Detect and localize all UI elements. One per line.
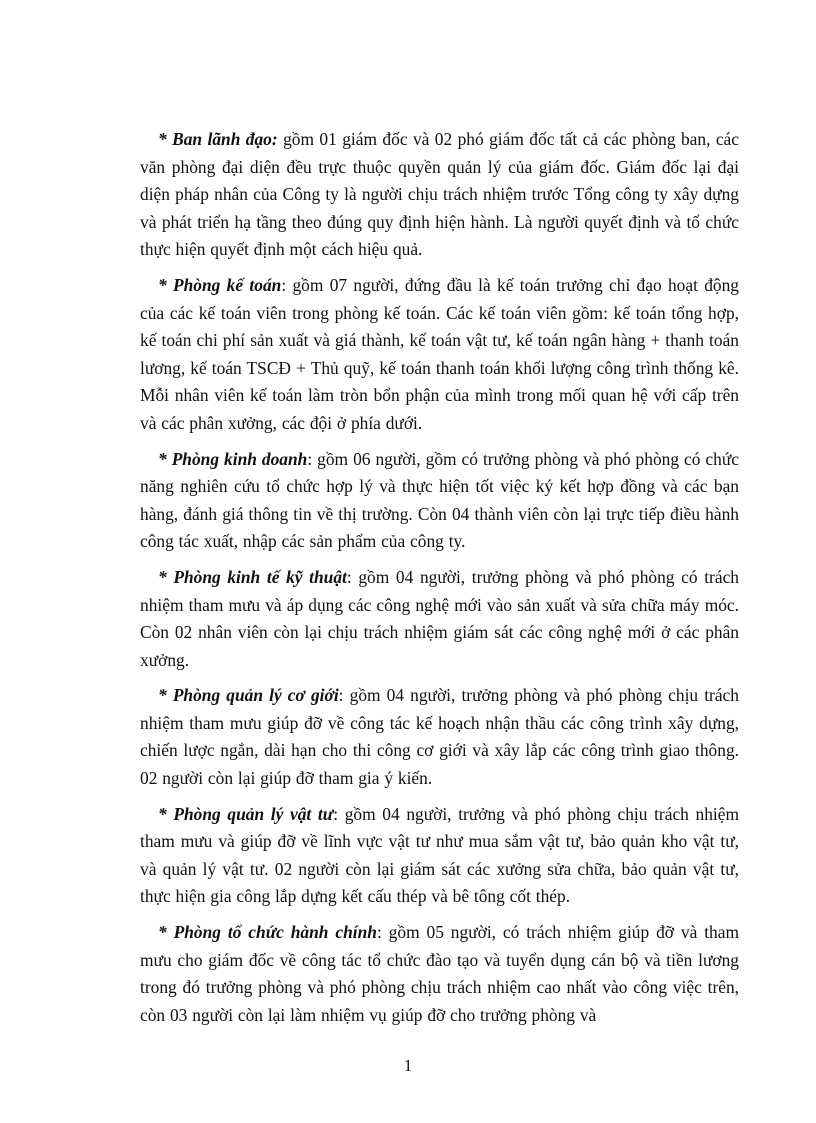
paragraph-heading: * Phòng quản lý vật tư [158,803,334,824]
paragraph-heading: * Phòng quản lý cơ giới [158,685,339,706]
paragraph-text: gồm 01 giám đốc và 02 phó giám đốc tất cả các phòng ban, các văn phòng đại diện đều trực thuộc quyền quản lý của giám đốc. Giám đốc lại đại diện pháp nhân của Công ty là người chịu trách nhiệm trước Tổng công ty xây dựng và phát triển hạ tầng theo đúng quy định hiện hành. Là người quyết định và tổ chức thực hiện quyết định một cách hiệu quả. [140,129,739,260]
paragraph-text: : gồm 04 người, trưởng và phó phòng chịu trách nhiệm tham mưu và giúp đỡ về lĩnh vực vật tư như mua sắm vật tư, bảo quản kho vật tư, và quản lý vật tư. 02 người còn lại giám sát các xưởng sửa chữa, bảo quản vật tư, thực hiện gia công lắp dựng kết cấu thép và bê tông cốt thép. [140,803,739,907]
paragraph-phong-quan-ly-co-gioi [140,682,739,792]
body-text [140,126,739,1037]
paragraph-ban-lanh-dao [140,126,739,264]
paragraph-text: : gồm 04 người, trưởng phòng và phó phòng chịu trách nhiệm tham mưu giúp đỡ về công tác kế hoạch nhận thầu các công trình xây dựng, chiến lược ngắn, dài hạn cho thi công cơ giới và xây lắp các công trình giao thông. 02 người còn lại giúp đỡ tham gia ý kiến. [140,685,739,789]
paragraph-heading: * Phòng kế toán [158,274,282,295]
paragraph-text: : gồm 06 người, gồm có trưởng phòng và phó phòng có chức năng nghiên cứu tổ chức hợp lý và thực hiện tốt việc ký kết hợp đồng và các bạn hàng, đánh giá thông tin về thị trường. Còn 04 thành viên còn lại trực tiếp điều hành công tác xuất, nhập các sản phẩm của công ty. [140,448,739,552]
paragraph-phong-quan-ly-vat-tu [140,801,739,911]
paragraph-heading: * Phòng kinh doanh [158,448,308,469]
paragraph-phong-to-chuc-hanh-chinh [140,919,739,1029]
paragraph-phong-ke-toan [140,272,739,438]
paragraph-phong-kinh-te-ky-thuat [140,564,739,674]
paragraph-phong-kinh-doanh [140,446,739,556]
paragraph-text: : gồm 07 người, đứng đầu là kế toán trưởng chỉ đạo hoạt động của các kế toán viên trong phòng kế toán. Các kế toán viên gồm: kế toán tổng hợp, kế toán chi phí sản xuất và giá thành, kế toán vật tư, kế toán ngân hàng + thanh toán lương, kế toán TSCĐ + Thủ quỹ, kế toán thanh toán khối lượng công trình thống kê. Mỗi nhân viên kế toán làm tròn bổn phận của mình trong mối quan hệ với cấp trên và các phân xưởng, các đội ở phía dưới. [140,274,739,433]
paragraph-text: : gồm 05 người, có trách nhiệm giúp đỡ và tham mưu cho giám đốc về công tác tổ chức đào tạo và tuyển dụng cán bộ và tiền lương trong đó trưởng phòng và phó phòng chịu trách nhiệm cao nhất vào công việc trên, còn 03 người còn lại làm nhiệm vụ giúp đỡ cho trưởng phòng và [140,922,739,1025]
paragraph-heading: * Phòng kinh tế kỹ thuật [158,566,347,587]
paragraph-text: : gồm 04 người, trưởng phòng và phó phòng có trách nhiệm tham mưu và áp dụng các công nghệ mới vào sản xuất và sửa chữa máy móc. Còn 02 nhân viên còn lại chịu trách nhiệm giám sát các công nghệ mới ở các phân xưởng. [140,566,739,670]
paragraph-heading: * Phòng tổ chức hành chính [158,922,377,943]
page-number: 1 [403,1056,413,1075]
paragraph-heading: * Ban lãnh đạo: [158,129,278,149]
